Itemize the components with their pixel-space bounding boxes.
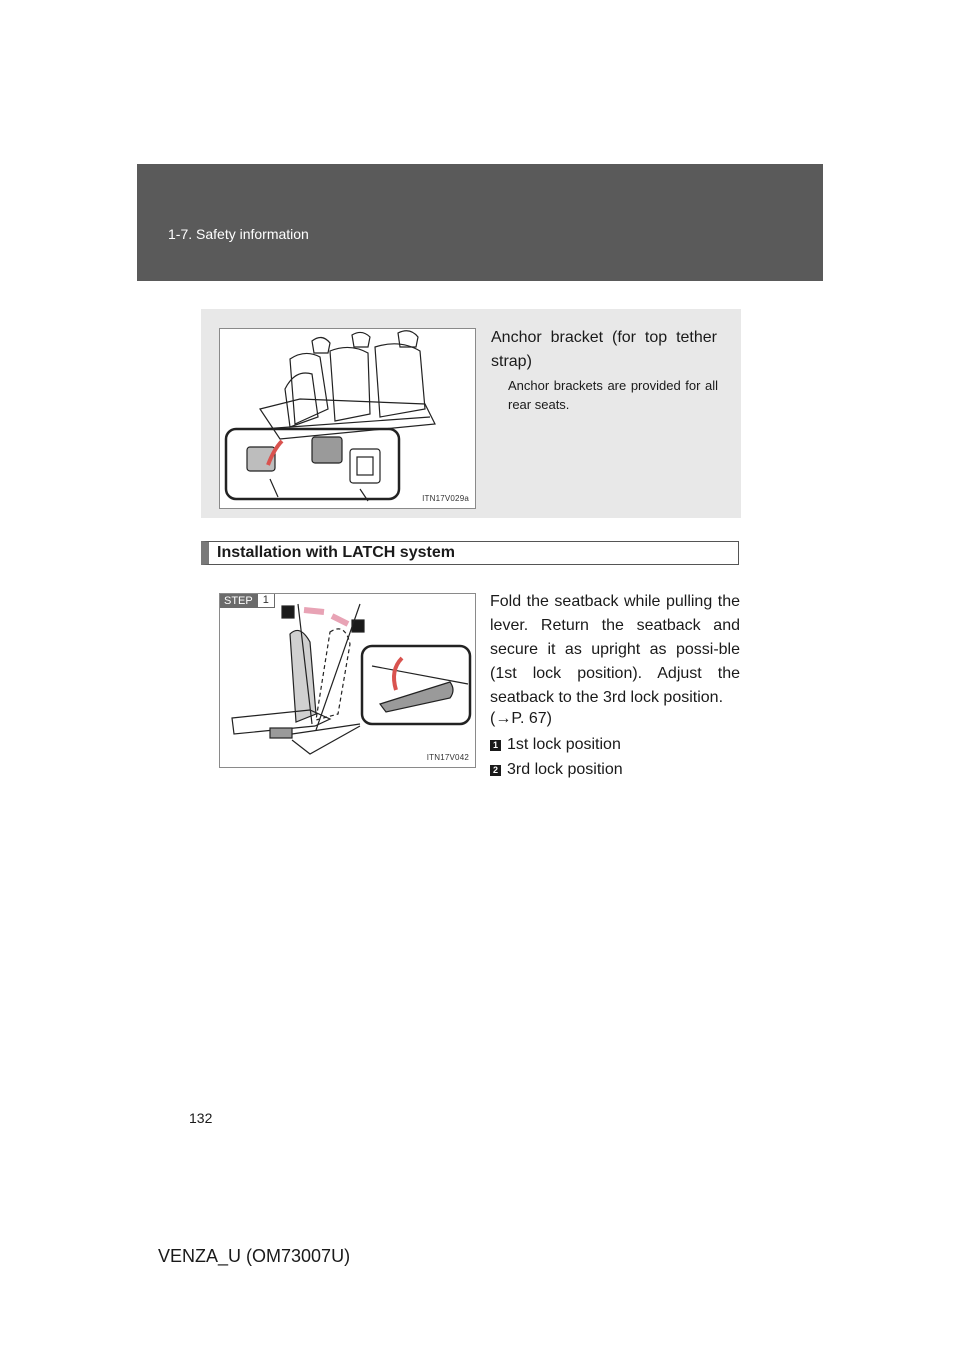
document-id: VENZA_U (OM73007U) [158, 1246, 351, 1266]
anchor-bracket-panel [201, 309, 741, 518]
step-badge [220, 594, 275, 608]
legend-number: 1 [490, 740, 501, 751]
seatback-lock-illustration [219, 593, 476, 768]
figure-code: ITN17V042 [426, 753, 469, 762]
legend-item [490, 761, 623, 779]
latch-heading: Installation with LATCH system [201, 541, 739, 565]
rear-seat-anchor-illustration [219, 328, 476, 509]
latch-instructions: Fold the seatback while pulling the lever. Return the seatback and secure it as upright as possi-ble (1st lock position). Adjust the seatback to the 3rd lock position. [490, 593, 740, 706]
header-band [137, 164, 823, 281]
section-label: 1-7. Safety information [168, 226, 309, 242]
figure-code: ITN17V029a [422, 494, 469, 503]
legend-number: 2 [490, 765, 501, 776]
seatback-drawing [220, 594, 475, 767]
rear-seats-drawing [220, 329, 475, 508]
legend-label: 1st lock position [507, 736, 621, 753]
anchor-description: Anchor brackets are provided for all rear seats. [508, 378, 718, 412]
legend-label: 3rd lock position [507, 761, 623, 778]
page-number: 132 [189, 1110, 213, 1126]
anchor-title: Anchor bracket (for top tether strap) [491, 329, 717, 370]
step-number: 1 [257, 594, 275, 608]
page-reference[interactable]: (→P. 67) [490, 710, 552, 727]
legend-item [490, 736, 621, 754]
step-label: STEP [220, 594, 257, 608]
